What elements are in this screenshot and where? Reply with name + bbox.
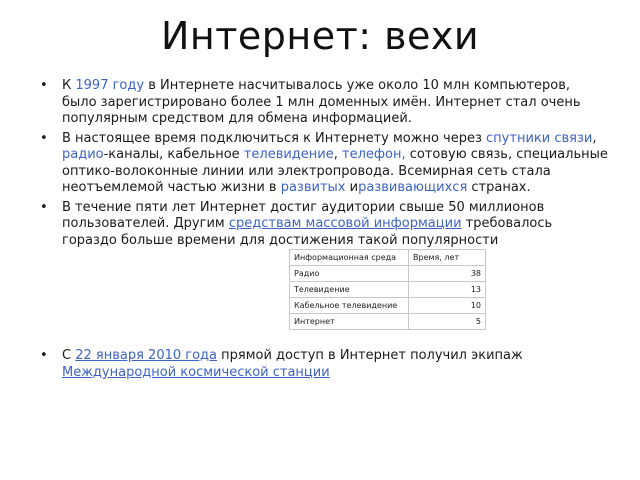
table-row — [290, 298, 486, 314]
column-header-media: Информационная среда — [290, 250, 409, 266]
link-mass-media[interactable]: средствам массовой информации — [228, 216, 462, 231]
bullet-dot: • — [40, 130, 48, 146]
text: и — [345, 180, 359, 195]
link-1997-year[interactable]: 1997 году — [75, 78, 145, 93]
cell-media: Телевидение — [290, 282, 409, 298]
link-developing[interactable]: развивающихся — [358, 180, 468, 195]
table-header-row — [290, 250, 486, 266]
table-row — [290, 282, 486, 298]
cell-years: 5 — [409, 314, 486, 330]
cell-media: Интернет — [290, 314, 409, 330]
text: С — [62, 348, 76, 363]
bullet-item-iss — [40, 348, 630, 381]
cell-years: 10 — [409, 298, 486, 314]
text: -каналы, кабельное — [103, 147, 244, 162]
bullet-item-connection — [40, 131, 608, 197]
text: странах. — [467, 180, 531, 195]
bullet-item-1997 — [40, 78, 608, 128]
cell-media: Радио — [290, 266, 409, 282]
link-television[interactable]: телевидение — [243, 147, 334, 162]
bullet-item-audience — [40, 200, 608, 250]
cell-years: 13 — [409, 282, 486, 298]
link-2010-date[interactable]: 22 января 2010 года — [75, 348, 217, 363]
media-table-container — [289, 249, 489, 349]
text: сотовую связь, специальные оптико-волоконные линии или электропровода. Всемирная сеть стала неотъемлемой частью жизни в — [62, 147, 608, 195]
text: К — [62, 78, 76, 93]
link-telephone[interactable]: телефон, — [342, 147, 406, 162]
text: требовалось гораздо больше времени для достижения такой популярности — [62, 216, 553, 248]
text: в Интернете насчитывалось уже около 10 млн компьютеров, было зарегистрировано более 1 млн доменных имён. Интернет стал очень популярным средством для обмена информацией. — [62, 78, 581, 126]
text: прямой доступ в Интернет получил экипаж — [217, 348, 523, 363]
cell-years: 38 — [409, 266, 486, 282]
link-iss[interactable]: Международной космической станции — [62, 364, 330, 380]
bullet-dot: • — [40, 199, 48, 215]
text: В течение пяти лет Интернет достиг аудитории свыше 50 миллионов пользователей. Другим — [62, 199, 545, 231]
slide-title: Интернет: вехи — [160, 14, 480, 58]
table-row — [290, 314, 486, 330]
text: , — [592, 130, 597, 146]
cell-media: Кабельное телевидение — [290, 298, 409, 314]
text: , — [333, 147, 342, 162]
media-adoption-table — [289, 249, 486, 330]
column-header-years: Время, лет — [409, 250, 486, 266]
text: В настоящее время подключиться к Интернету можно через — [62, 130, 487, 146]
bullet-dot: • — [40, 78, 48, 93]
link-satellites[interactable]: спутники связи — [486, 130, 593, 146]
table-row — [290, 266, 486, 282]
link-developed[interactable]: развитых — [280, 180, 346, 195]
bullet-dot: • — [40, 348, 48, 363]
link-radio[interactable]: радио — [62, 147, 104, 162]
